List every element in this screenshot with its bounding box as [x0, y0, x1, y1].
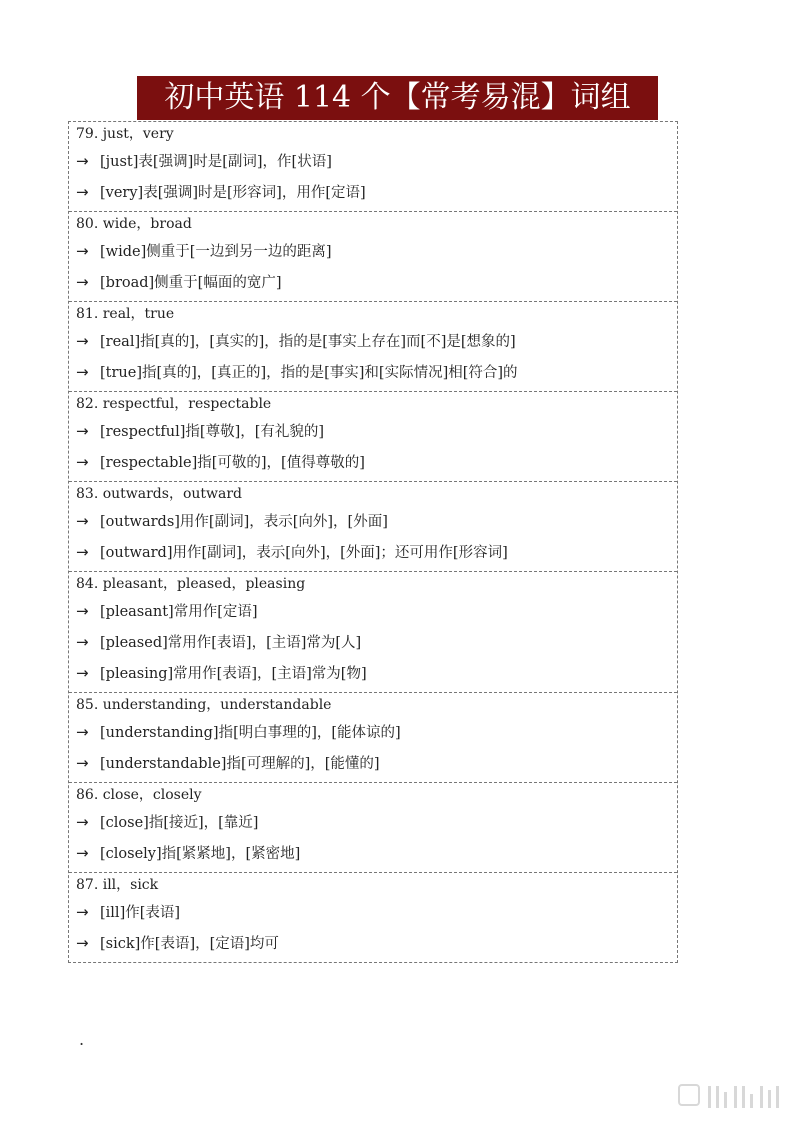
entry-line-text: [true]指[真的]，[真正的]，指的是[事实]和[实际情况]相[符合]的 [100, 365, 518, 381]
arrow-right-icon: → [76, 183, 89, 201]
vocabulary-table [68, 121, 678, 963]
watermark-stroke [768, 1090, 771, 1108]
entry-heading: 83. outwards，outward [76, 486, 243, 502]
entry-line-text: [just]表[强调]时是[副词]，作[状语] [100, 154, 332, 170]
watermark-stroke [724, 1092, 727, 1108]
entry-line-text: [broad]侧重于[幅面的宽广] [100, 275, 282, 291]
entry-line-text: [ill]作[表语] [100, 905, 181, 921]
entry-line-text: [pleased]常用作[表语]，[主语]常为[人] [100, 635, 362, 651]
entry-line-text: [real]指[真的]，[真实的]，指的是[事实上存在]而[不]是[想象的] [100, 334, 516, 350]
entry-line-text: [wide]侧重于[一边到另一边的距离] [100, 244, 332, 260]
entry-line [69, 326, 677, 357]
entry-line-text: [respectful]指[尊敬]，[有礼貌的] [100, 424, 325, 440]
watermark-stroke [708, 1086, 711, 1108]
entry-line-text: [sick]作[表语]，[定语]均可 [100, 936, 279, 952]
entry-line-text: [closely]指[紧紧地]，[紧密地] [100, 846, 301, 862]
entry-heading: 80. wide，broad [76, 216, 192, 232]
footer-dot: . [79, 1030, 85, 1049]
arrow-right-icon: → [76, 152, 89, 170]
entry-line [69, 357, 677, 388]
entry-line-text: [respectable]指[可敬的]，[值得尊敬的] [100, 455, 365, 471]
entry-heading: 81. real，true [76, 306, 175, 322]
entry-block [69, 571, 677, 692]
watermark-stroke [760, 1086, 763, 1108]
entry-line [69, 236, 677, 267]
entry-line-text: [outwards]用作[副词]，表示[向外]，[外面] [100, 514, 388, 530]
entry-block [69, 122, 677, 211]
entry-line [69, 447, 677, 478]
entry-line [69, 537, 677, 568]
entry-heading: 79. just，very [76, 126, 174, 142]
entry-heading: 82. respectful，respectable [76, 396, 272, 412]
arrow-right-icon: → [76, 453, 89, 471]
arrow-right-icon: → [76, 242, 89, 260]
entry-line-text: [outward]用作[副词]，表示[向外]，[外面]；还可用作[形容词] [100, 545, 508, 561]
entry-line [69, 146, 677, 177]
entry-line [69, 506, 677, 537]
entry-line [69, 416, 677, 447]
watermark-logo [664, 1082, 786, 1112]
arrow-right-icon: → [76, 723, 89, 741]
entry-heading: 87. ill，sick [76, 877, 159, 893]
arrow-right-icon: → [76, 363, 89, 381]
arrow-right-icon: → [76, 602, 89, 620]
entry-block [69, 872, 677, 962]
watermark-stroke [734, 1086, 737, 1108]
entry-heading: 85. understanding，understandable [76, 697, 332, 713]
entry-line [69, 838, 677, 869]
entry-line [69, 748, 677, 779]
entry-line-text: [pleasing]常用作[表语]，[主语]常为[物] [100, 666, 367, 682]
arrow-right-icon: → [76, 844, 89, 862]
entry-line [69, 627, 677, 658]
entry-line [69, 177, 677, 208]
entry-line [69, 928, 677, 959]
entry-line [69, 658, 677, 689]
arrow-right-icon: → [76, 543, 89, 561]
entry-line-text: [understandable]指[可理解的]，[能懂的] [100, 756, 380, 772]
entry-block [69, 211, 677, 301]
arrow-right-icon: → [76, 813, 89, 831]
watermark-stroke [750, 1094, 753, 1108]
document-title: 初中英语 114 个【常考易混】词组 [137, 76, 658, 120]
watermark-stroke [716, 1086, 719, 1108]
arrow-right-icon: → [76, 332, 89, 350]
entry-block [69, 391, 677, 481]
entry-line [69, 717, 677, 748]
entry-block [69, 782, 677, 872]
entry-line [69, 897, 677, 928]
entry-block [69, 481, 677, 571]
entry-line-text: [pleasant]常用作[定语] [100, 604, 258, 620]
arrow-right-icon: → [76, 512, 89, 530]
arrow-right-icon: → [76, 754, 89, 772]
entry-line-text: [close]指[接近]，[靠近] [100, 815, 259, 831]
entry-line [69, 596, 677, 627]
entry-block [69, 301, 677, 391]
entry-heading: 86. close，closely [76, 787, 202, 803]
arrow-right-icon: → [76, 934, 89, 952]
arrow-right-icon: → [76, 664, 89, 682]
arrow-right-icon: → [76, 903, 89, 921]
watermark-box-icon [678, 1084, 700, 1106]
arrow-right-icon: → [76, 633, 89, 651]
watermark-stroke [742, 1086, 745, 1108]
arrow-right-icon: → [76, 273, 89, 291]
arrow-right-icon: → [76, 422, 89, 440]
entry-block [69, 692, 677, 782]
entry-line [69, 807, 677, 838]
entry-line-text: [very]表[强调]时是[形容词]，用作[定语] [100, 185, 366, 201]
entry-line [69, 267, 677, 298]
watermark-stroke [776, 1086, 779, 1108]
entry-line-text: [understanding]指[明白事理的]，[能体谅的] [100, 725, 401, 741]
entry-heading: 84. pleasant，pleased，pleasing [76, 576, 306, 592]
